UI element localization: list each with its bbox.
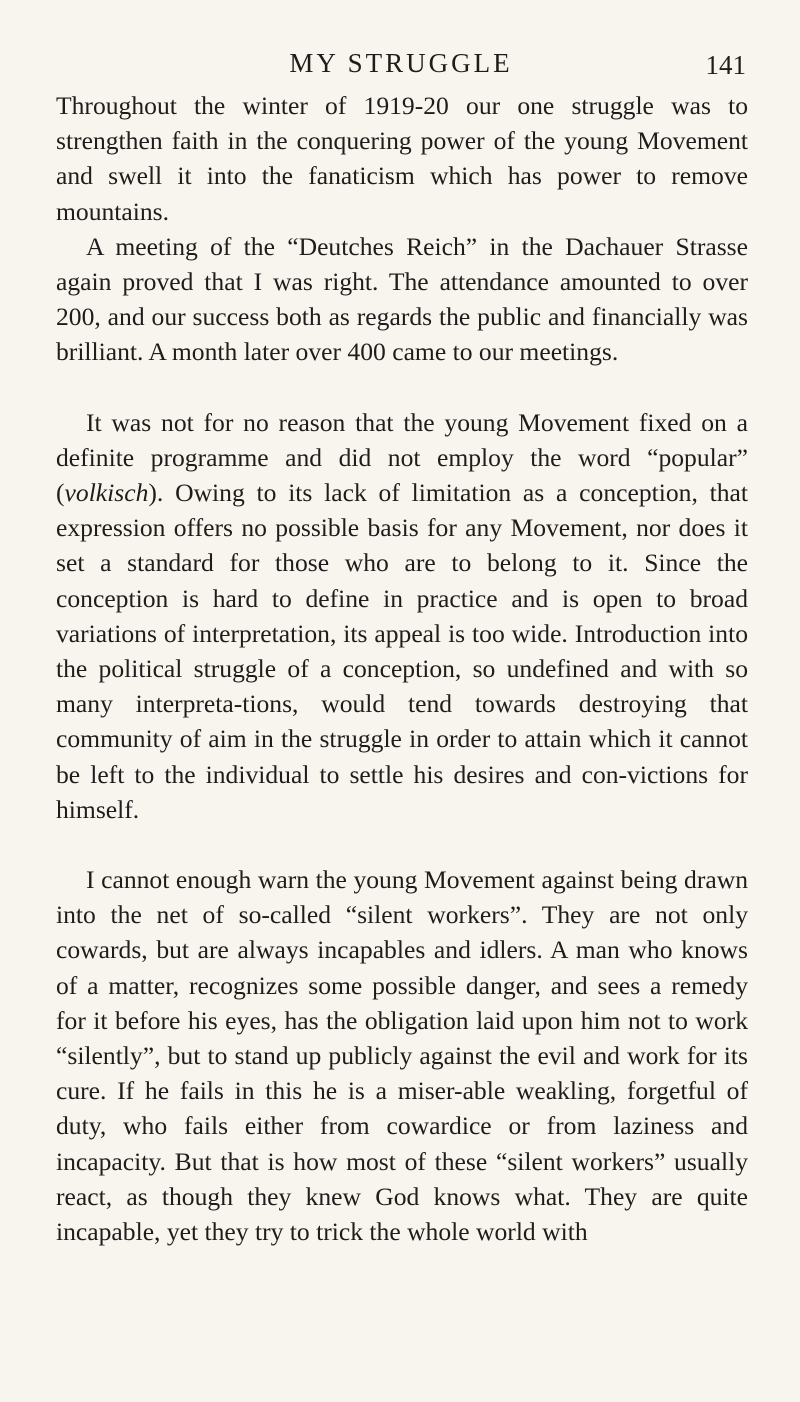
paragraph-3-text-after: ). Owing to its lack of limitation as a conception, that expression offers no possible basis for any Movement, nor does it set a standard for those who are to belong to it. Since the conception is hard to define in practice and is open to broad variations of interpretation, its appeal is too wide. Introduction into the political struggle of a conception, so undefined and with so many interpreta-tions, would tend towards destroying that community of aim in the struggle in order to attain which it cannot be left to the individual to settle his desires and con-victions for himself. [56, 478, 748, 824]
paragraph-spacer [56, 370, 748, 405]
paragraph-3-text-before: It was not for no reason that the young Movement fixed on a definite programme and did not employ the word “popular” ( [56, 407, 748, 508]
running-head [56, 48, 746, 88]
paragraph-1: Throughout the winter of 1919-20 our one struggle was to strengthen faith in the conquering power of the young Movement and swell it into the fanaticism which has power to remove mountains. [56, 91, 748, 226]
paragraph-spacer [56, 827, 748, 862]
body-text [56, 88, 748, 1249]
paragraph-2: A meeting of the “Deutches Reich” in the Dachauer Strasse again proved that I was right. The attendance amounted to over 200, and our success both as regards the public and financially was brilliant. A month later over 400 came to our meetings. [56, 231, 748, 367]
paragraph-3 [56, 405, 748, 827]
paragraph-4: I cannot enough warn the young Movement against being drawn into the net of so-called “silent workers”. They are not only cowards, but are always incapables and idlers. A man who knows of a matter, recognizes some possible danger, and sees a remedy for it before his eyes, has the obligation laid upon him not to work “silently”, but to stand up publicly against the evil and work for its cure. If he fails in this he is a miser-able weakling, forgetful of duty, who fails either from cowardice or from laziness and incapacity. But that is how most of these “silent workers” usually react, as though they knew God knows what. They are quite incapable, yet they try to trick the whole world with [56, 865, 748, 1247]
paragraph-3-italic-term: volkisch [64, 478, 149, 508]
running-title: MY STRUGGLE [289, 48, 513, 78]
page-number: 141 [705, 50, 746, 80]
